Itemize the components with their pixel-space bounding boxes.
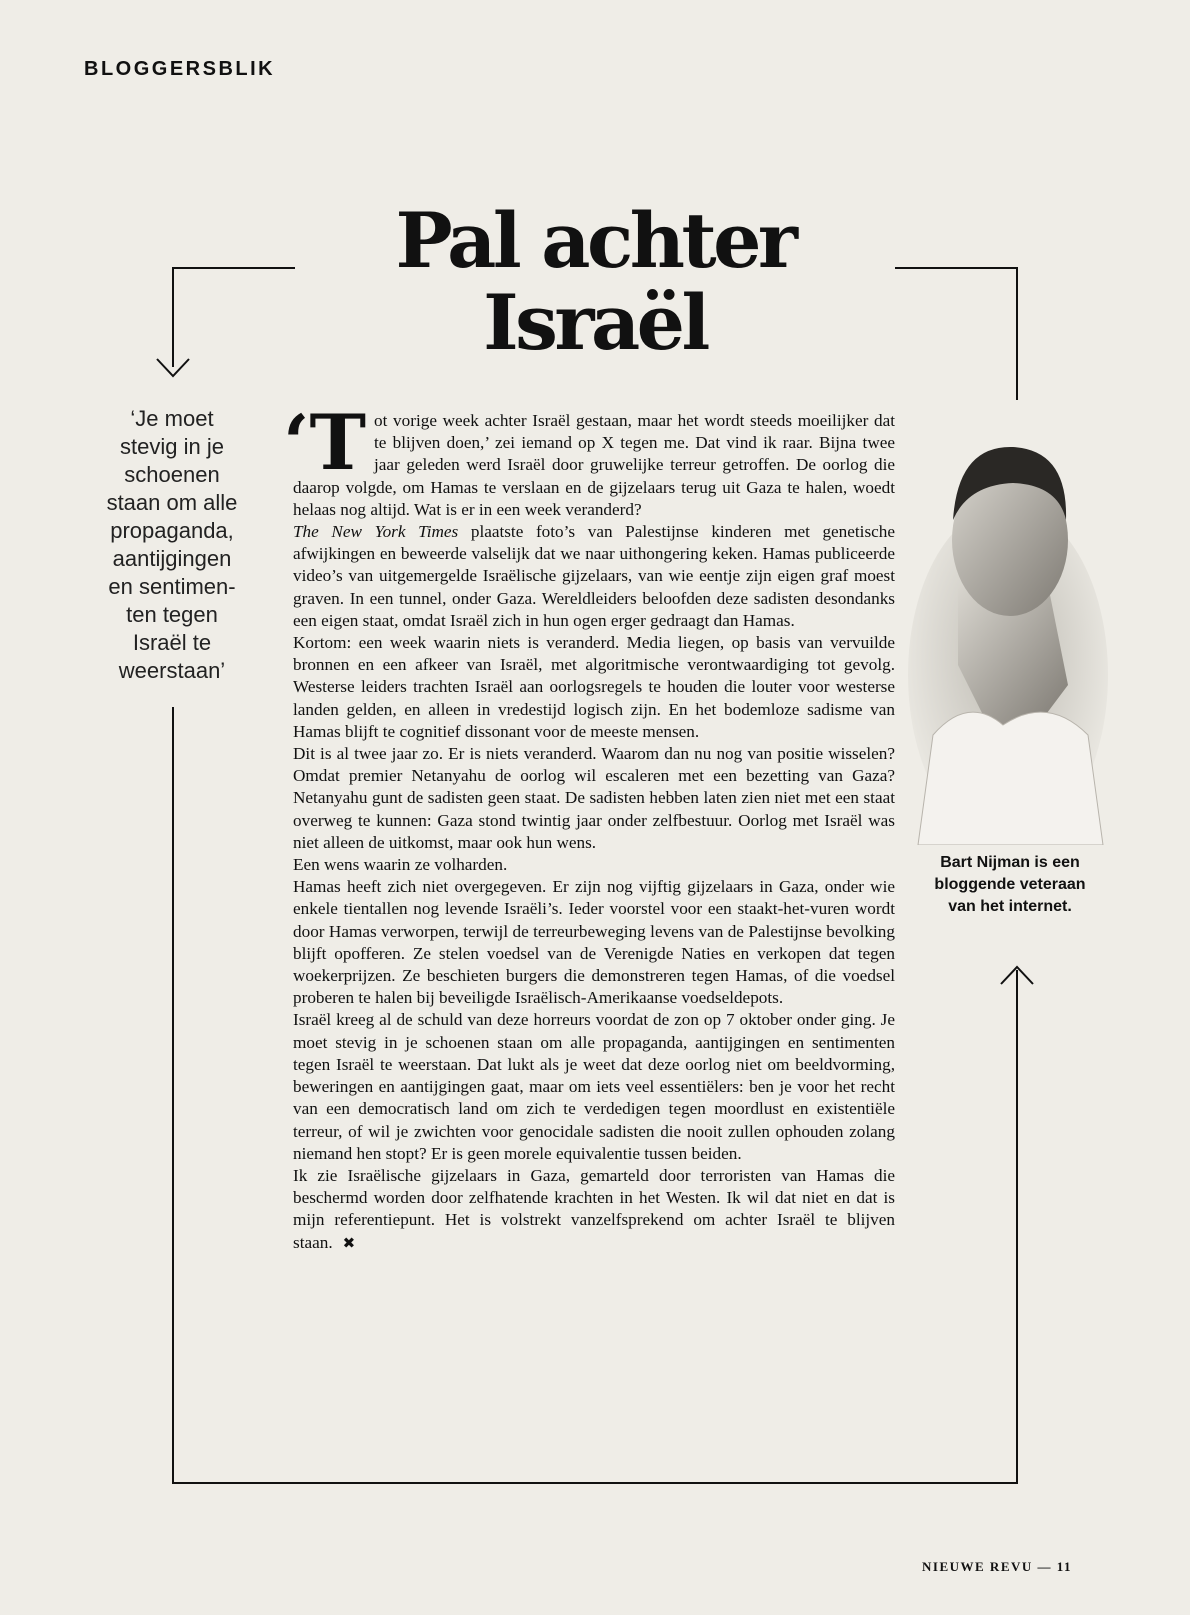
- arrow-up-icon: [1000, 962, 1034, 988]
- frame-right-lower: [1016, 970, 1018, 1484]
- paragraph-2: [293, 521, 895, 632]
- author-portrait: [898, 425, 1108, 845]
- paragraph-4: Dit is al twee jaar zo. Er is niets veranderd. Waarom dan nu nog van positie wisselen? Omdat premier Netanyahu de oorlog wil escaleren met een bezetting van Gaza? Netanyahu gunt de sadisten geen staat. De sadisten hebben laten zien niet met een staat overweg te kunnen: Gaza stond twintig jaar onder zelfbestuur. Oorlog met Israël was niet alleen de uitkomst, maar ook hun wens.: [293, 744, 895, 852]
- frame-top-left: [172, 267, 295, 269]
- paragraph-3: Kortom: een week waarin niets is veranderd. Media liegen, op basis van vervuilde bronnen en een afkeer van Israël, met algoritmische verontwaardiging tot gevolg. Westerse leiders trachten Israël aan oorlogsregels te houden die louter voor westerse landen gelden, en alleen in vredestijd logisch zijn. En het bodemloze sadisme van Hamas blijft te cognitief dissonant voor de meeste mensen.: [293, 633, 895, 741]
- article-body: [283, 398, 895, 1255]
- pull-quote: ‘Je moet stevig in je schoenen staan om alle propaganda, aantijgingen en sentimen- ten tegen Israël te weerstaan’: [106, 406, 238, 683]
- frame-left-lower: [172, 707, 174, 1484]
- footer-separator: —: [1037, 1559, 1053, 1574]
- frame-top-right: [895, 267, 1018, 269]
- page-footer: [922, 1559, 1072, 1575]
- frame-bottom: [172, 1482, 1018, 1484]
- article-title: [345, 196, 845, 367]
- paragraph-8-text: Ik zie Israëlische gijzelaars in Gaza, gemarteld door terroristen van Hamas die beschermd worden door zelfhatende krachten in het Westen. Ik wil dat niet en dat is mijn referentiepunt. Het is volstrekt vanzelfsprekend om achter Israël te blijven staan.: [293, 1165, 895, 1252]
- dropcap: ‘T: [283, 398, 367, 487]
- frame-left-upper: [172, 267, 174, 367]
- title-line-2: Israël: [483, 278, 707, 367]
- frame-right-upper: [1016, 267, 1018, 400]
- section-label: [84, 58, 275, 81]
- portrait-illustration: [898, 425, 1108, 845]
- paragraph-1-text: ot vorige week achter Israël gestaan, maar het wordt steeds moeilijker dat te blijven doen,’ zei iemand op X tegen me. Dat vind ik raar. Bijna twee jaar geleden werd Israël door gruwelijke terreur getroffen. De oorlog die daarop volgde, om Hamas te verslaan en de gijzelaars terug uit Gaza te halen, woedt helaas nog altijd. Wat is er in een week veranderd?: [293, 411, 895, 519]
- paragraph-2-text: plaatste foto’s van Palestijnse kinderen met genetische afwijkingen en beweerde valselijk dat we naar uithongering keken. Hamas publiceerde video’s van uitgemergelde Israëlische gijzelaars, van wie eentje zijn eigen graf moest graven. In een tunnel, onder Gaza. Wereldleiders beloofden deze sadisten desondanks een eigen staat, omdat Israël zich in hun ogen erger gedraagt dan Hamas.: [293, 522, 895, 630]
- section-label-lead: BLOGGERS: [84, 58, 219, 80]
- section-label-tail: BLIK: [218, 58, 276, 80]
- paragraph-6: Hamas heeft zich niet overgegeven. Er zijn nog vijftig gijzelaars in Gaza, onder wie enkele tientallen nog levende Israëli’s. Ieder voorstel voor een staakt-het-vuren wordt door Hamas verworpen, terwijl de terreurbeweging levens van de Palestijnse bevolking blijft opofferen. Ze stelen voedsel van de Verenigde Naties en verkopen dat tegen woekerprijzen. Ze beschieten burgers die demonstreren tegen Hamas, of die voedsel proberen te halen bij beveiligde Israëlisch-Amerikaanse voedseldepots.: [293, 877, 895, 1008]
- paragraph-1: [283, 398, 895, 521]
- author-bio: Bart Nijman is een bloggende veteraan van het internet.: [934, 854, 1086, 915]
- title-line-1: Pal achter: [395, 196, 795, 285]
- end-mark-icon: ✖: [342, 1235, 356, 1252]
- arrow-down-icon: [156, 355, 190, 381]
- page-number: 11: [1056, 1559, 1073, 1574]
- publication-name: The New York Times: [293, 522, 459, 542]
- paragraph-5: Een wens waarin ze volharden.: [293, 855, 508, 875]
- paragraph-8: [293, 1165, 895, 1255]
- paragraph-7: Israël kreeg al de schuld van deze horreurs voordat de zon op 7 oktober onder ging. Je moet stevig in je schoenen staan om alle propaganda, aantijgingen en sentimenten tegen Israël te weerstaan. Dat lukt als je weet dat deze oorlog niet om beeldvorming, beweringen en aantijgingen gaat, maar om iets veel essentiëlers: ben je voor het recht van een democratisch land om zich te verdedigen tegen moordlust en existentiële terreur, of wil je zwichten voor genocidale sadisten die nooit zullen ophouden zolang niemand hen stopt? Er is geen morele equivalentie tussen beiden.: [293, 1010, 895, 1163]
- magazine-name: NIEUWE REVU: [922, 1559, 1033, 1574]
